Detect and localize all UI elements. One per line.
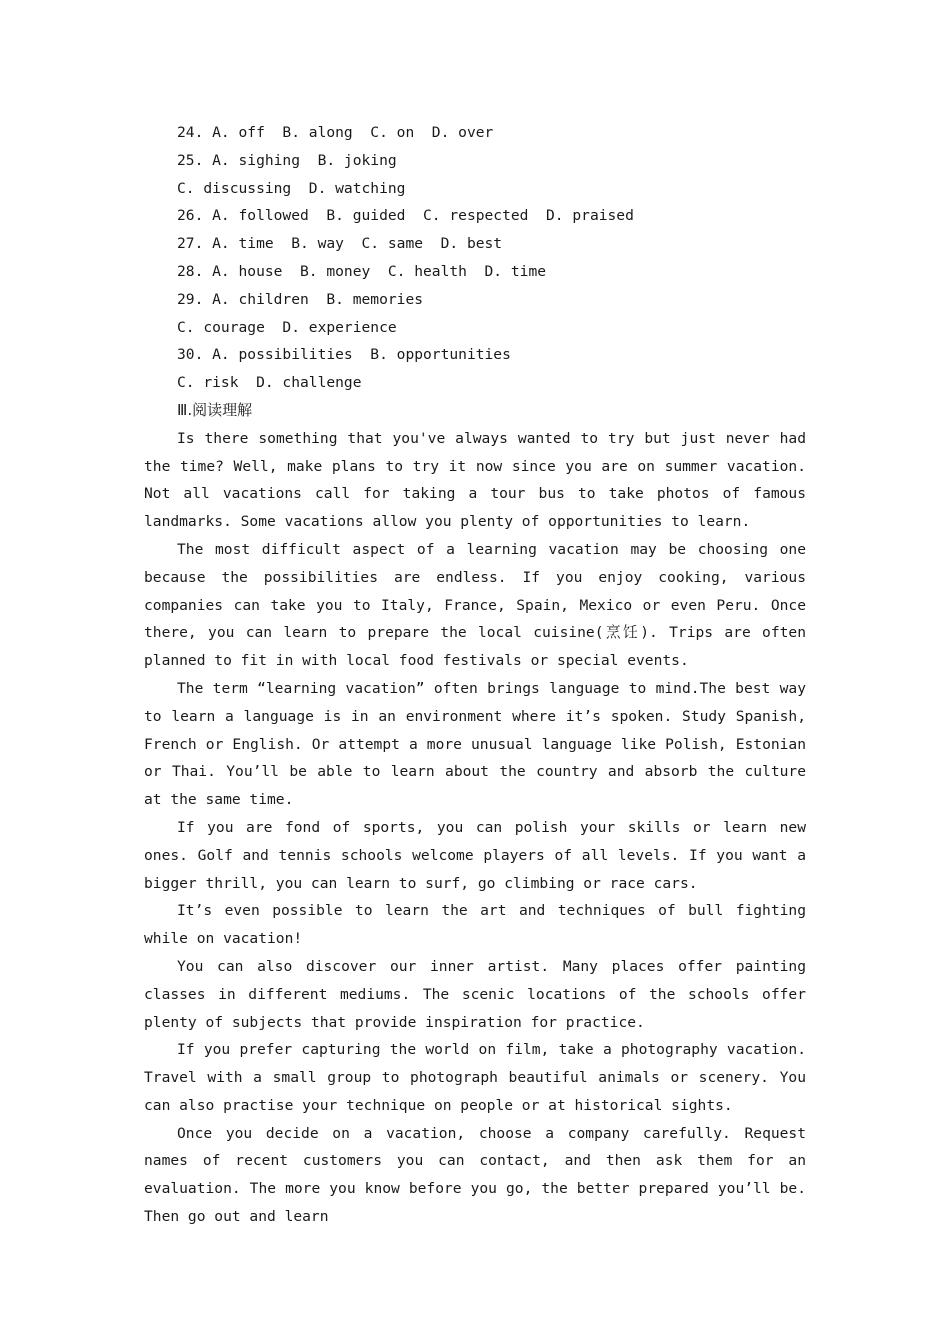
paragraph-bullfighting: It’s even possible to learn the art and techniques of bull fighting while on vacation! bbox=[144, 902, 806, 948]
question-30-options-line2: C. risk D. challenge bbox=[177, 374, 362, 392]
question-26-options: 26. A. followed B. guided C. respected D. praised bbox=[177, 207, 634, 225]
question-25-options-line2: C. discussing D. watching bbox=[177, 179, 406, 197]
question-27-options: 27. A. time B. way C. same D. best bbox=[177, 235, 503, 253]
question-25-options-line1: 25. A. sighing B. joking bbox=[177, 151, 397, 169]
question-29-options-line2: C. courage D. experience bbox=[177, 318, 397, 336]
question-30-options-line1: 30. A. possibilities B. opportunities bbox=[177, 346, 511, 364]
paragraph-language: The term “learning vacation” often brings language to mind.The best way to learn a language is in an environment where it’s spoken. Study Spanish, French or English. Or attempt a more unusual language like Polish, Estonian or Thai. You’ll be able to learn about the country and absorb the culture at the same time. bbox=[144, 679, 806, 809]
question-24-options: 24. A. off B. along C. on D. over bbox=[177, 124, 494, 141]
document-page bbox=[144, 119, 806, 1231]
paragraph-cooking: The most difficult aspect of a learning vacation may be choosing one because the possibilities are endless. If you enjoy cooking, various companies can take you to Italy, France, Spain, Mexico or even Peru. Once there, you can learn to prepare the local cuisine(烹饪). Trips are often planned to fit in with local food festivals or special events. bbox=[144, 540, 806, 670]
paragraph-sports: If you are fond of sports, you can polish your skills or learn new ones. Golf and tennis schools welcome players of all levels. If you want a bigger thrill, you can learn to surf, go climbing or race cars. bbox=[144, 818, 806, 892]
question-29-options-line1: 29. A. children B. memories bbox=[177, 290, 424, 308]
section-title-reading: Ⅲ.阅读理解 bbox=[177, 400, 253, 419]
paragraph-choose-company: Once you decide on a vacation, choose a company carefully. Request names of recent customers you can contact, and then ask them for an evaluation. The more you know before you go, the better prepared you’ll be. Then go out and learn bbox=[144, 1124, 806, 1226]
question-28-options: 28. A. house B. money C. health D. time bbox=[177, 262, 547, 280]
paragraph-intro: Is there something that you've always wanted to try but just never had the time? Well, make plans to try it now since you are on summer vacation. Not all vacations call for taking a tour bus to take photos of famous landmarks. Some vacations allow you plenty of opportunities to learn. bbox=[144, 429, 806, 531]
paragraph-photography: If you prefer capturing the world on film, take a photography vacation. Travel with a small group to photograph beautiful animals or scenery. You can also practise your technique on people or at historical sights. bbox=[144, 1041, 806, 1114]
paragraph-art: You can also discover our inner artist. Many places offer painting classes in different mediums. The scenic locations of the schools offer plenty of subjects that provide inspiration for practice. bbox=[144, 957, 806, 1031]
